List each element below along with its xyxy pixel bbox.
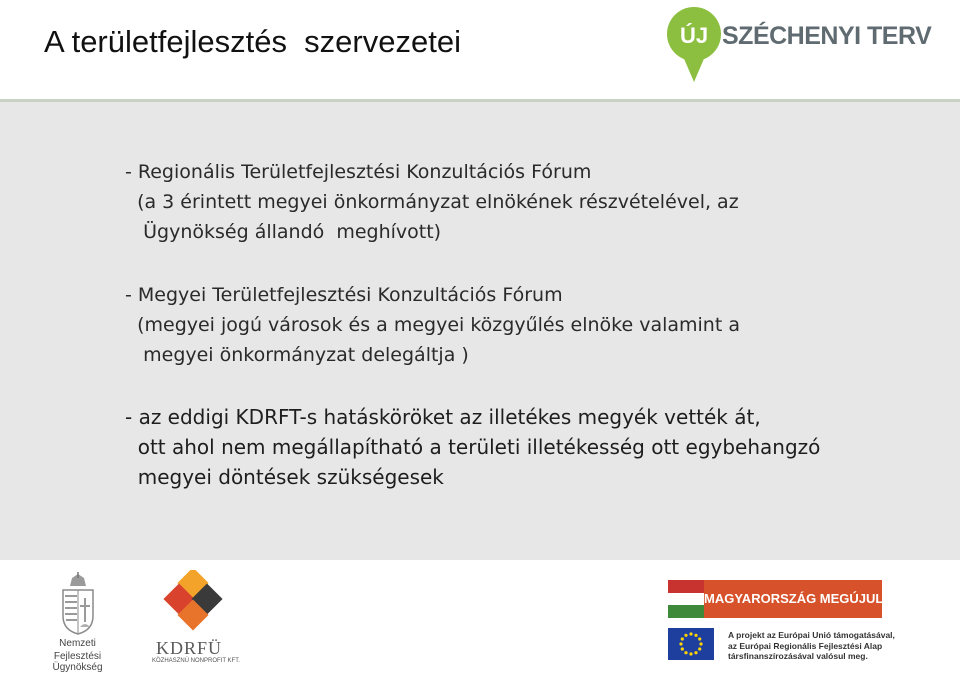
item-line: - az eddigi KDRFT-s hatásköröket az illetékes megyék vették át, [125,405,761,429]
item-line: megyei önkormányzat delegáltja ) [125,344,469,366]
item-line: (a 3 érintett megyei önkormányzat elnökének részvételével, az [125,191,739,213]
eu-funding-text [728,630,895,662]
nfu-name-line1: Nemzeti [59,638,96,649]
item-line: - Regionális Területfejlesztési Konzultációs Fórum [125,161,592,183]
kdrfu-emblem-icon [158,570,228,636]
szechenyi-terv-logo [664,4,934,86]
magyarorszag-megujul-banner [668,580,882,618]
nfu-name-line2: Fejlesztési Ügynökség [52,651,103,673]
logo-text: ÚJ [679,23,709,48]
brand-name: SZÉCHENYI TERV [722,22,932,50]
item-line: (megyei jogú városok és a megyei közgyűlés elnöke valamint a [125,314,740,336]
list-item [125,402,820,492]
header [0,0,960,100]
item-line: Ügynökség állandó meghívott) [125,221,442,243]
footer [0,560,960,673]
eu-text-line: társfinanszírozásával valósul meg. [728,651,868,661]
coat-of-arms-icon [58,572,98,636]
eu-text-line: A projekt az Európai Unió támogatásával, [728,630,895,640]
kdrfu-name: KDRFÜ [156,638,223,658]
kdrfu-logo [150,570,240,666]
eu-text-line: az Európai Regionális Fejlesztési Alap [728,640,883,651]
item-line: - Megyei Területfejlesztési Konzultációs Fórum [125,284,563,306]
map-pin-icon [664,4,724,86]
list-item [125,280,740,370]
item-line: ott ahol nem megállapítható a területi illetékesség ott egybehangzó [125,435,821,459]
page-title: A területfejlesztés szervezetei [44,24,461,59]
eu-flag-icon [668,628,714,660]
item-line: megyei döntések szükségesek [125,465,444,489]
kdrfu-subtitle: KÖZHASZNÚ NONPROFIT KFT. [152,658,240,664]
banner-text: MAGYARORSZÁG MEGÚJUL [704,580,882,618]
hungarian-flag-icon [668,580,704,618]
content-panel [0,102,960,560]
list-item [125,157,739,247]
nfu-logo [30,572,125,673]
